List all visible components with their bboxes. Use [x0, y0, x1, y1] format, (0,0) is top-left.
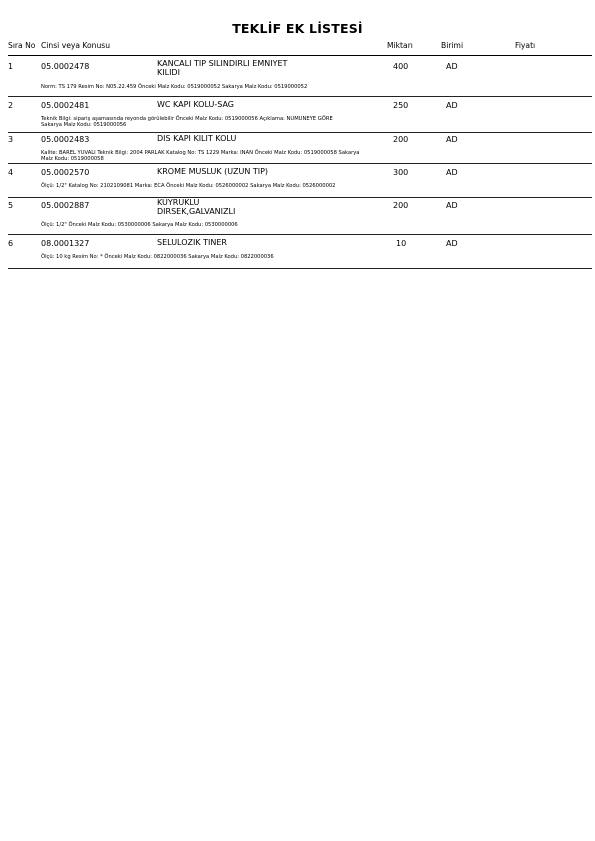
- item-name: SELULOZIK TINER: [157, 238, 227, 247]
- item-quantity: 10: [396, 239, 407, 248]
- item-detail: Kalite: BAREL YUVALI Teknik Bilgi: 2004 PARLAK Katalog No: TS 1229 Marka: INAN Önceki Malz Kodu: 0519000058 Sakarya Malz Kodu: 0519000058: [41, 150, 360, 162]
- col-header-cinsi: Cinsi veya Konusu: [41, 41, 111, 50]
- item-name: WC KAPI KOLU-SAG: [157, 100, 235, 109]
- item-detail: Ölçü: 10 kg Resim No: * Önceki Malz Kodu: 0822000036 Sakarya Malz Kodu: 0822000036: [41, 254, 274, 260]
- item-detail: Ölçü: 1/2" Önceki Malz Kodu: 0530000006 Sakarya Malz Kodu: 0530000006: [41, 222, 238, 228]
- col-header-birim: Birimi: [441, 41, 464, 50]
- row-separator: [8, 96, 592, 97]
- item-unit: AD: [446, 201, 458, 210]
- row-number: 2: [8, 101, 14, 110]
- item-detail: Teknik Bilgi: sipariş aşamasında reyonda görülebilir Önceki Malz Kodu: 0519000056 Açıklama: NUMUNEYE GÖRE Sakarya Malz Kodu: 0519000056: [41, 116, 333, 128]
- item-code: 05.0002478: [41, 62, 90, 71]
- col-header-fiyat: Fiyatı: [515, 41, 536, 50]
- row-separator: [8, 234, 592, 235]
- header-separator: [8, 55, 592, 56]
- item-quantity: 200: [393, 135, 409, 144]
- row-number: 5: [8, 201, 14, 210]
- row-separator: [8, 268, 592, 269]
- item-unit: AD: [446, 62, 458, 71]
- item-code: 08.0001327: [41, 239, 90, 248]
- item-unit: AD: [446, 101, 458, 110]
- item-code: 05.0002570: [41, 168, 90, 177]
- col-header-miktar: Miktarı: [387, 41, 413, 50]
- col-header-sira: Sıra No: [8, 41, 36, 50]
- row-separator: [8, 197, 592, 198]
- item-name: DIS KAPI KILIT KOLU: [157, 134, 237, 143]
- item-quantity: 250: [393, 101, 409, 110]
- item-name: KANCALI TIP SILINDIRLI EMNIYET KILIDI: [157, 59, 288, 77]
- row-number: 1: [8, 62, 14, 71]
- page-title: TEKLİF EK LİSTESİ: [232, 21, 363, 36]
- item-code: 05.0002481: [41, 101, 90, 110]
- item-quantity: 300: [393, 168, 409, 177]
- item-unit: AD: [446, 168, 458, 177]
- row-number: 3: [8, 135, 14, 144]
- item-quantity: 200: [393, 201, 409, 210]
- item-code: 05.0002887: [41, 201, 90, 210]
- item-quantity: 400: [393, 62, 409, 71]
- item-unit: AD: [446, 239, 458, 248]
- item-code: 05.0002483: [41, 135, 90, 144]
- row-separator: [8, 163, 592, 164]
- item-unit: AD: [446, 135, 458, 144]
- row-number: 4: [8, 168, 14, 177]
- item-detail: Ölçü: 1/2" Katalog No: 2102109081 Marka: ECA Önceki Malz Kodu: 0526000002 Sakarya Malz Kodu: 0526000002: [41, 183, 336, 189]
- item-name: KROME MUSLUK (UZUN TIP): [157, 167, 269, 176]
- row-separator: [8, 132, 592, 133]
- item-name: KUYRUKLU DIRSEK,GALVANIZLI: [157, 198, 236, 216]
- row-number: 6: [8, 239, 14, 248]
- item-detail: Norm: TS 179 Resim No: N05.22.459 Önceki Malz Kodu: 0519000052 Sakarya Malz Kodu: 0519000052: [41, 84, 308, 90]
